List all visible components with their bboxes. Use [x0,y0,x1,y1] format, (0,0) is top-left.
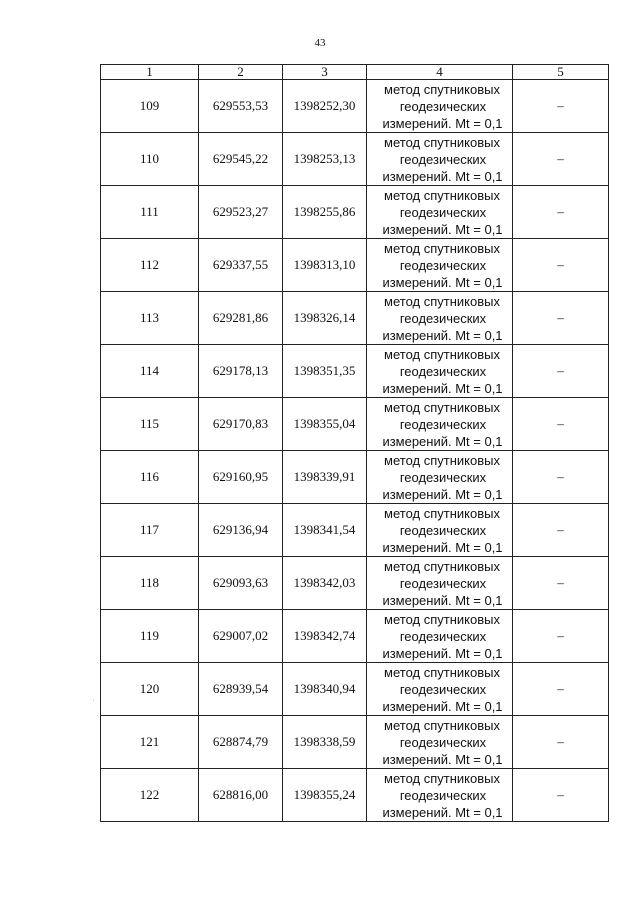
x-coordinate-cell: 629160,95 [199,451,283,504]
note-cell: – [513,769,609,822]
method-cell [367,345,513,398]
method-line: геодезических [399,310,487,326]
method-line: метод спутниковых [384,81,500,97]
method-line: измерений. Mt = 0,1 [382,539,503,555]
column-header-2: 2 [199,65,283,80]
point-number-cell: 118 [101,557,199,610]
method-line: измерений. Mt = 0,1 [382,327,503,343]
method-line: измерений. Mt = 0,1 [382,592,503,608]
method-line: геодезических [399,98,487,114]
method-line: геодезических [399,469,487,485]
note-cell: – [513,716,609,769]
method-line: метод спутниковых [384,346,500,362]
method-line: геодезических [399,204,487,220]
table-row [101,716,609,769]
method-line: измерений. Mt = 0,1 [382,486,503,502]
method-cell [367,239,513,292]
scan-artifact [93,700,94,701]
method-line: метод спутниковых [384,399,500,415]
method-line: метод спутниковых [384,558,500,574]
method-line: метод спутниковых [384,240,500,256]
method-line: метод спутниковых [384,134,500,150]
x-coordinate-cell: 628816,00 [199,769,283,822]
table-body [101,80,609,822]
y-coordinate-cell: 1398342,03 [283,557,367,610]
table-row [101,610,609,663]
point-number-cell: 109 [101,80,199,133]
method-cell [367,451,513,504]
method-cell [367,186,513,239]
table-row [101,663,609,716]
method-cell [367,610,513,663]
x-coordinate-cell: 629093,63 [199,557,283,610]
y-coordinate-cell: 1398313,10 [283,239,367,292]
x-coordinate-cell: 629007,02 [199,610,283,663]
method-cell [367,769,513,822]
y-coordinate-cell: 1398252,30 [283,80,367,133]
table-row [101,451,609,504]
method-line: геодезических [399,681,487,697]
x-coordinate-cell: 629170,83 [199,398,283,451]
column-header-3: 3 [283,65,367,80]
table-row [101,186,609,239]
method-line: измерений. Mt = 0,1 [382,274,503,290]
method-line: измерений. Mt = 0,1 [382,221,503,237]
table-row [101,133,609,186]
method-line: геодезических [399,416,487,432]
point-number-cell: 122 [101,769,199,822]
note-cell: – [513,186,609,239]
y-coordinate-cell: 1398326,14 [283,292,367,345]
point-number-cell: 121 [101,716,199,769]
method-line: метод спутниковых [384,611,500,627]
note-cell: – [513,557,609,610]
x-coordinate-cell: 629523,27 [199,186,283,239]
method-line: геодезических [399,363,487,379]
note-cell: – [513,504,609,557]
note-cell: – [513,663,609,716]
method-cell [367,557,513,610]
method-line: геодезических [399,257,487,273]
y-coordinate-cell: 1398355,04 [283,398,367,451]
point-number-cell: 117 [101,504,199,557]
point-number-cell: 111 [101,186,199,239]
x-coordinate-cell: 629281,86 [199,292,283,345]
x-coordinate-cell: 629545,22 [199,133,283,186]
table-row [101,398,609,451]
x-coordinate-cell: 629178,13 [199,345,283,398]
x-coordinate-cell: 628939,54 [199,663,283,716]
method-line: геодезических [399,628,487,644]
method-line: геодезических [399,522,487,538]
method-cell [367,80,513,133]
x-coordinate-cell: 629553,53 [199,80,283,133]
page-number: 43 [314,37,326,49]
column-header-5: 5 [513,65,609,80]
table-row [101,292,609,345]
point-number-cell: 110 [101,133,199,186]
table-row [101,239,609,292]
method-line: измерений. Mt = 0,1 [382,380,503,396]
method-cell [367,504,513,557]
table-row [101,557,609,610]
method-cell [367,398,513,451]
x-coordinate-cell: 628874,79 [199,716,283,769]
note-cell: – [513,80,609,133]
method-line: измерений. Mt = 0,1 [382,168,503,184]
y-coordinate-cell: 1398339,91 [283,451,367,504]
note-cell: – [513,345,609,398]
method-line: геодезических [399,151,487,167]
x-coordinate-cell: 629136,94 [199,504,283,557]
y-coordinate-cell: 1398255,86 [283,186,367,239]
method-line: геодезических [399,575,487,591]
y-coordinate-cell: 1398340,94 [283,663,367,716]
method-line: геодезических [399,734,487,750]
point-number-cell: 114 [101,345,199,398]
method-line: измерений. Mt = 0,1 [382,115,503,131]
method-line: измерений. Mt = 0,1 [382,751,503,767]
method-line: измерений. Mt = 0,1 [382,698,503,714]
point-number-cell: 116 [101,451,199,504]
y-coordinate-cell: 1398253,13 [283,133,367,186]
method-line: метод спутниковых [384,187,500,203]
method-line: геодезических [399,787,487,803]
y-coordinate-cell: 1398342,74 [283,610,367,663]
table-header-row [101,65,609,80]
column-header-1: 1 [101,65,199,80]
point-number-cell: 120 [101,663,199,716]
method-line: измерений. Mt = 0,1 [382,433,503,449]
note-cell: – [513,398,609,451]
method-cell [367,292,513,345]
method-line: метод спутниковых [384,505,500,521]
note-cell: – [513,451,609,504]
method-line: метод спутниковых [384,664,500,680]
method-line: метод спутниковых [384,717,500,733]
table-row [101,504,609,557]
table-row [101,345,609,398]
note-cell: – [513,239,609,292]
column-header-4: 4 [367,65,513,80]
y-coordinate-cell: 1398355,24 [283,769,367,822]
table-row [101,80,609,133]
note-cell: – [513,133,609,186]
method-cell [367,716,513,769]
table-row [101,769,609,822]
method-line: измерений. Mt = 0,1 [382,804,503,820]
method-line: метод спутниковых [384,293,500,309]
method-line: метод спутниковых [384,770,500,786]
method-line: измерений. Mt = 0,1 [382,645,503,661]
x-coordinate-cell: 629337,55 [199,239,283,292]
method-cell [367,663,513,716]
point-number-cell: 115 [101,398,199,451]
note-cell: – [513,610,609,663]
note-cell: – [513,292,609,345]
method-cell [367,133,513,186]
y-coordinate-cell: 1398338,59 [283,716,367,769]
point-number-cell: 113 [101,292,199,345]
point-number-cell: 119 [101,610,199,663]
coordinates-table [100,64,609,822]
y-coordinate-cell: 1398341,54 [283,504,367,557]
y-coordinate-cell: 1398351,35 [283,345,367,398]
point-number-cell: 112 [101,239,199,292]
method-line: метод спутниковых [384,452,500,468]
